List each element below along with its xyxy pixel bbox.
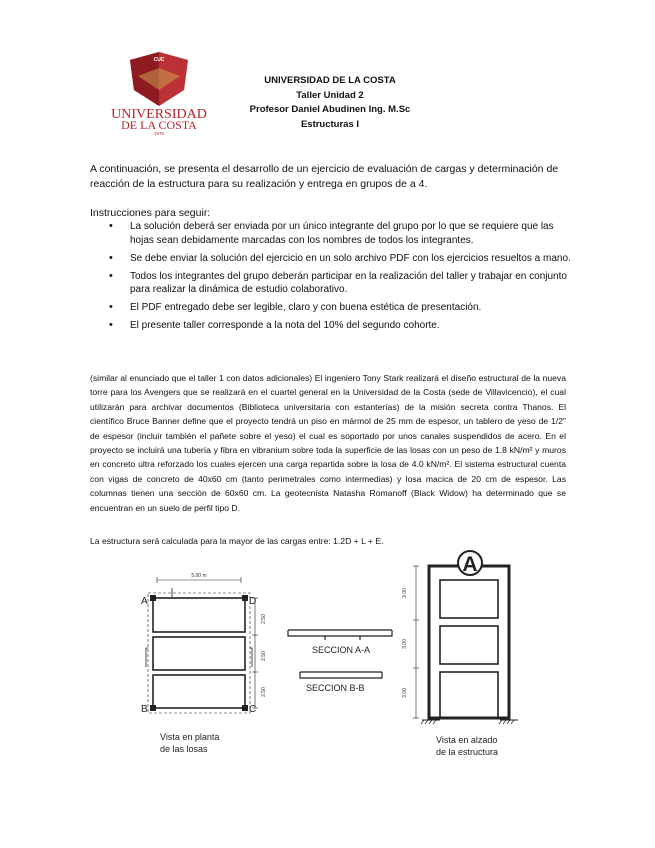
elevation-caption-1: Vista en alzado [436, 735, 498, 745]
document-header [225, 74, 435, 132]
elevation-view [413, 566, 518, 724]
instructions-title: Instrucciones para seguir: [90, 207, 211, 219]
corner-label-d: D [249, 596, 257, 607]
logo-year: 1970 [153, 131, 165, 136]
instruction-item: • La solución deberá ser enviada por un único integrante del grupo por lo que se requiere que las hojas sean debidamente marcadas con los nombres de todos los integrantes. [90, 220, 580, 247]
slab-panel-1 [153, 598, 245, 632]
university-name: UNIVERSIDAD DE LA COSTA [264, 75, 396, 86]
plan-caption-1: Vista en planta [160, 732, 220, 742]
frame-bay-1 [440, 580, 498, 618]
university-logo [100, 50, 218, 136]
instruction-item: • Todos los integrantes del grupo deberán participar en la realización del taller y trabajar en conjunto para realizar la dinámica de estudio colaborativo. [90, 270, 580, 297]
plan-columns [150, 595, 248, 711]
instruction-item: • Se debe enviar la solución del ejercicio en un solo archivo PDF con los ejercicios resueltos a mano. [90, 252, 580, 266]
svg-text:A: A [462, 553, 478, 576]
avengers-logo-icon [458, 551, 482, 576]
structure-drawing [120, 550, 530, 770]
instructions-list [90, 220, 580, 337]
dim-span-2: 2.50 [261, 651, 267, 661]
section-b-label: SECCION B-B [306, 683, 365, 693]
corner-label-c: C [249, 704, 257, 715]
corner-label-a: A [141, 596, 148, 607]
intro-paragraph: A continuación, se presenta el desarrollo de un ejercicio de evaluación de cargas y determinación de reacción de la estructura para su realización y entrega en grupos de a 4. [90, 163, 559, 190]
problem-statement: (similar al enunciado que el taller 1 con datos adicionales) El ingeniero Tony Stark realizará el diseño estructural de la nueva torre para los Avengers que se realizará en el cuartel general en la Universidad de la Costa (sede de Villavicencio), el cual utilizarán para archivar documentos (Biblioteca universitaria con estanterías) de la misión secreta contra Thanos. El científico Bruce Banner define que el proyecto tendrá un piso en mármol de 25 mm de espesor, un tablero de yeso de 1/2" de espesor (incluir también el pañete sobre el yeso) el cual es soportado por unos canales suspendidos de acero. En el proyecto se incluirá una tubería y fibra en vibranium sobre toda la superficie de las losas con un peso de 1.8 kN/m² y muros en concreto ultra reforzado los cuales ejercen una carga repartida sobre la losa de 4.0 kN/m². El sistema estructural cuenta con vigas de concreto de 40x60 cm (tanto perimetrales como intermedias) y losa macica de 20 cm de espesor. Las columnas tienen una sección de 60x60 cm. La geotecnista Natasha Romanoff (Black Widow) ha determinado que se encuentran en un suelo de perfil tipo D. [90, 373, 566, 513]
workshop-title: Taller Unidad 2 [296, 89, 364, 101]
elevation-caption-2: de la estructura [436, 747, 499, 757]
dim-span-3: 2.50 [261, 687, 267, 697]
frame-bay-2 [440, 626, 498, 664]
dim-span-1: 2.50 [261, 614, 267, 624]
section-a-a [288, 630, 392, 640]
dim-height-1: 3.00 [402, 588, 408, 598]
instruction-item: • El presente taller corresponde a la nota del 10% del segundo cohorte. [90, 319, 580, 333]
plan-caption-2: de las losas [160, 744, 208, 754]
slab-panel-3 [153, 675, 245, 708]
dim-height-3: 3.00 [402, 688, 408, 698]
frame-bay-3 [440, 672, 498, 718]
load-combination: La estructura será calculada para la mayor de las cargas entre: 1.2D + L + E. [90, 536, 384, 546]
professor-name: Profesor Daniel Abudinen Ing. M.Sc [249, 104, 411, 115]
dim-top: 5.00 m [191, 573, 207, 579]
dim-height-2: 3.00 [402, 639, 408, 649]
frame-outline [429, 566, 509, 718]
instruction-item: • El PDF entregado debe ser legible, claro y con buena estética de presentación. [90, 301, 580, 315]
logo-line-1: UNIVERSIDAD [111, 107, 207, 122]
plan-view [146, 577, 258, 713]
slab-panel-2 [153, 637, 245, 670]
logo-badge-text: CUC [153, 57, 165, 63]
section-b-b [300, 672, 382, 678]
section-a-label: SECCION A-A [312, 645, 371, 655]
corner-label-b: B [141, 704, 148, 715]
course-name: Estructuras I [300, 118, 360, 130]
logo-line-2: DE LA COSTA [121, 118, 197, 132]
